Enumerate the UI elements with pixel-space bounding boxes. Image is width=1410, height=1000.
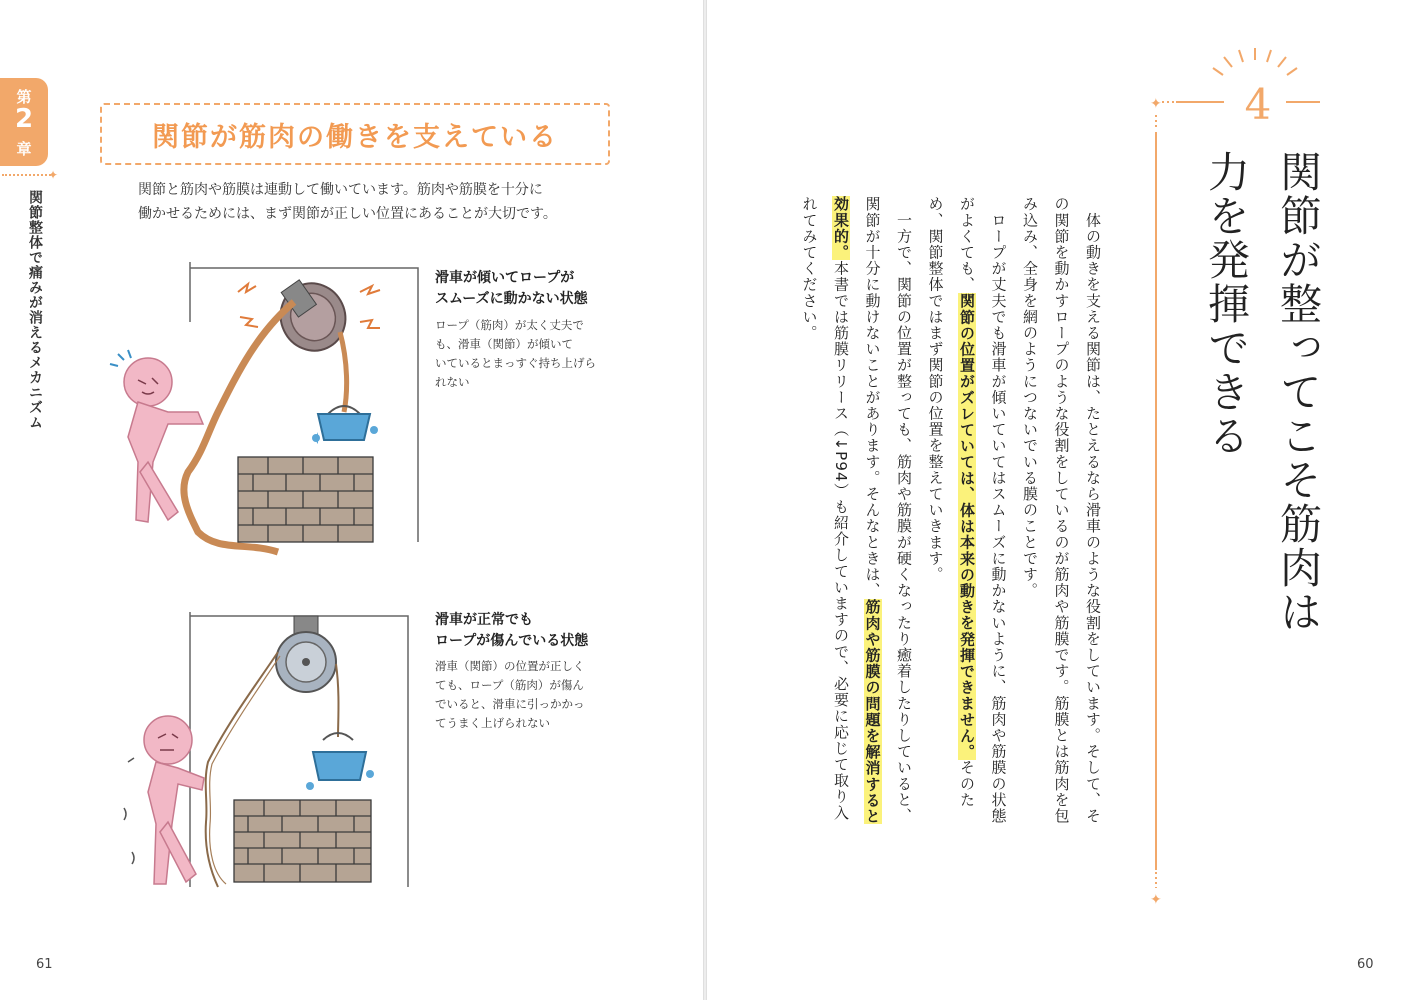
figure2-caption-line: でいると、滑車に引っかかっ: [435, 697, 585, 711]
page-title: 関節が整ってこそ筋肉は力を発揮できる: [1202, 150, 1323, 634]
lead-line: 働かせるためには、まず関節が正しい位置にあることが大切です。: [138, 206, 557, 222]
left-page: [0, 0, 703, 1000]
worn-rope-illustration: [108, 612, 428, 902]
diamond-ornament-icon: ✦: [1150, 892, 1162, 908]
chapter-divider: [2, 174, 54, 176]
figure1-caption-line: も、滑車（関節）が傾いて: [435, 337, 573, 351]
page-number-left: 61: [36, 957, 53, 972]
chapter-number: 2: [14, 104, 34, 134]
body-segment: 本書では筋膜リリース（↓P94）も紹介していますので、必要に応じて取り入れてみてください。: [800, 196, 850, 821]
highlighted-text: 関節の位置がズレていては、体は本来の動きを発揮できません。: [958, 292, 976, 760]
figure2-caption-line: 滑車（関節）の位置が正しく: [435, 659, 585, 673]
section-heading: 関節が筋肉の働きを支えている: [152, 122, 558, 153]
section-heading-box: [100, 103, 610, 165]
section-number: 4: [1244, 80, 1272, 129]
chapter-prefix: 第: [16, 88, 32, 106]
body-segment: 体の動きを支える関節は、たとえるなら滑車のような役割をしています。そして、その関節を動かすロープのような役割をしているのが筋肉や筋膜です。筋膜とは筋肉を包み込み、全身を網のようにつないでいる膜のことです。: [1021, 196, 1102, 824]
page-number-right: 60: [1357, 957, 1374, 972]
figure2-title: [435, 610, 675, 652]
figure2-caption: [435, 657, 615, 733]
lead-text: [138, 178, 598, 226]
figure2-caption-line: ても、ロープ（筋肉）が傷ん: [435, 678, 584, 692]
chapter-suffix: 章: [16, 140, 32, 158]
lead-line: 関節と筋肉や筋膜は連動して働いています。筋肉や筋膜を十分に: [138, 182, 543, 198]
sunburst-icon: [1213, 48, 1297, 75]
tilted-pulley-illustration: [108, 262, 428, 562]
body-segment: 一方で、関節の位置が整っても、筋肉や筋膜が硬くなったり癒着したりしていると、関節が十分に動けないことがあります。そんなときは、: [863, 196, 913, 824]
chapter-title: 関節整体で痛みが消えるメカニズム: [27, 190, 43, 430]
diamond-ornament-icon: ✦: [1150, 96, 1162, 112]
figure1-title-line: スムーズに動かない状態: [435, 291, 588, 307]
figure2-caption-line: てうまく上げられない: [435, 716, 550, 730]
highlighted-text: 筋肉や筋膜の問題を解消すると効果的。: [832, 196, 882, 824]
figure1-caption-line: いているとまっすぐ持ち上げら: [435, 356, 596, 370]
figure2-title-line: ロープが傷んでいる状態: [435, 633, 589, 649]
figure1-title: [435, 268, 675, 310]
figure1-caption-line: ロープ（筋肉）が太く丈夫で: [435, 318, 584, 332]
figure1-caption: [435, 316, 615, 392]
figure1-title-line: 滑車が傾いてロープが: [435, 270, 575, 286]
body-segment: そのため、関節整体ではまず関節の位置を整えていきます。: [926, 196, 976, 808]
diamond-ornament-icon: ✦: [48, 168, 59, 182]
body-text: [800, 196, 1108, 836]
figure2-title-line: 滑車が正常でも: [435, 612, 533, 628]
body-segment: ロープが丈夫でも滑車が傾いていてはスムーズに動かないように、筋肉や筋膜の状態がよくても、: [958, 196, 1008, 824]
figure1-caption-line: れない: [435, 375, 470, 389]
chapter-tab: [0, 78, 48, 166]
